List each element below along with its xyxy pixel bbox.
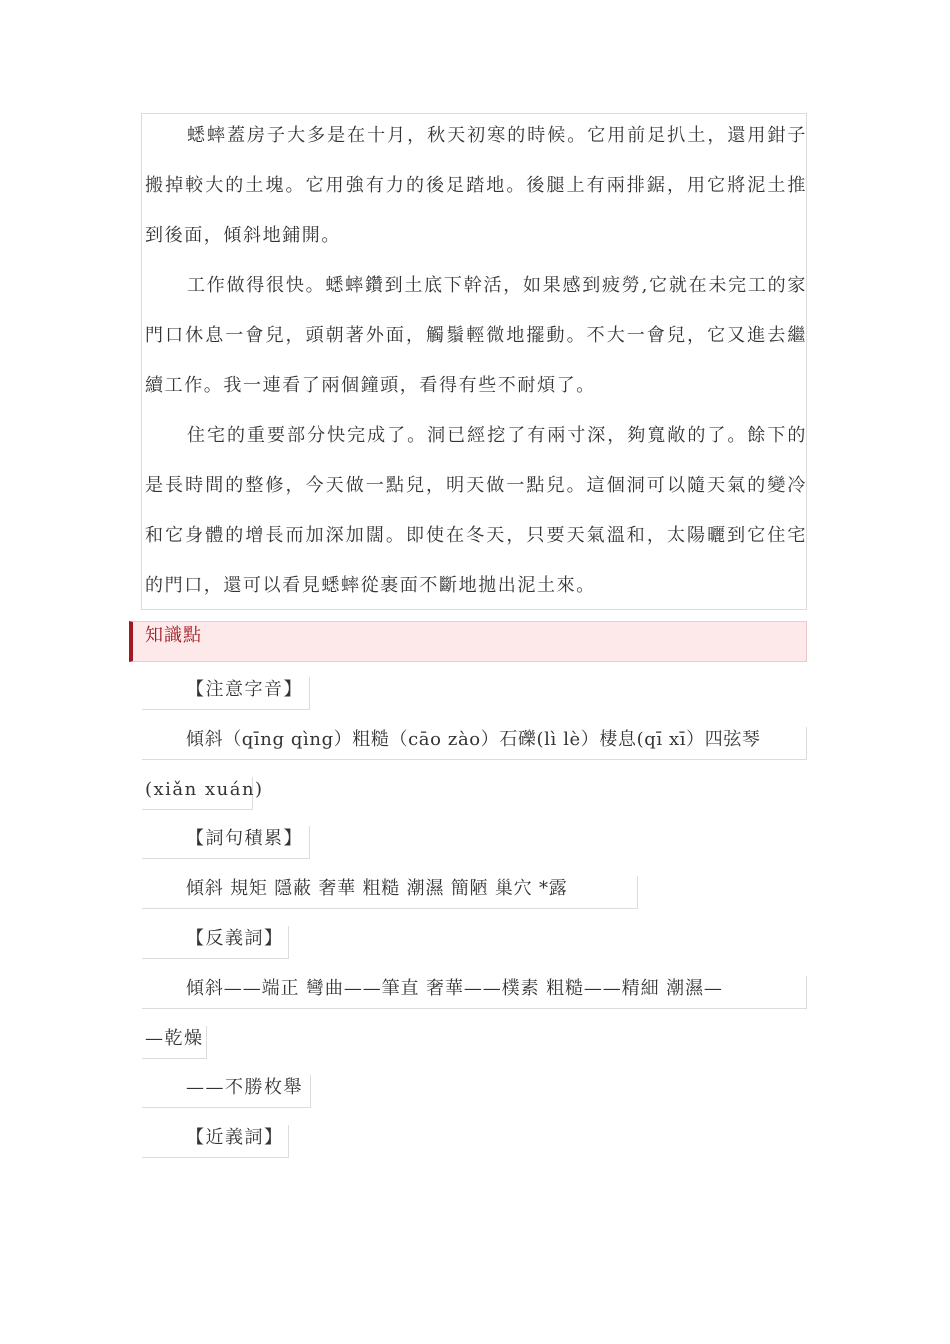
- paragraph-1: 蟋蟀蓋房子大多是在十月，秋天初寒的時候。它用前足扒土，還用鉗子搬掉較大的土塊。它用強有力的後足踏地。後腿上有兩排鋸，用它將泥土推到後面，傾斜地鋪開。: [145, 125, 807, 246]
- synonym-heading: 【近義詞】: [142, 1125, 289, 1158]
- knowledge-points-header: [129, 621, 807, 662]
- knowledge-points-title: 知識點: [145, 625, 202, 646]
- antonym-heading: 【反義詞】: [142, 926, 289, 959]
- antonym-line-1: 傾斜——端正 彎曲——筆直 奢華——樸素 粗糙——精細 潮濕—: [142, 976, 807, 1009]
- antonym-line-2: —乾燥: [142, 1026, 207, 1059]
- antonym-line-3: ——不勝枚舉: [142, 1075, 311, 1108]
- pronunciation-line-2: (xiǎn xuán): [142, 777, 253, 810]
- vocab-line: 傾斜 規矩 隱蔽 奢華 粗糙 潮濕 簡陋 巢穴 *露: [142, 876, 638, 909]
- vocab-heading: 【詞句積累】: [142, 826, 310, 859]
- paragraph-3: 住宅的重要部分快完成了。洞已經挖了有兩寸深，夠寬敞的了。餘下的是長時間的整修，今天做一點兒，明天做一點兒。這個洞可以隨天氣的變冷和它身體的增長而加深加闊。即使在冬天，只要天氣溫和，太陽曬到它住宅的門口，還可以看見蟋蟀從裹面不斷地拋出泥土來。: [145, 425, 807, 596]
- paragraph-2: 工作做得很快。蟋蟀鑽到土底下幹活，如果感到疲勞,它就在未完工的家門口休息一會兒，頭朝著外面，觸鬚輕微地擺動。不大一會兒，它又進去繼續工作。我一連看了兩個鐘頭，看得有些不耐煩了。: [145, 275, 807, 396]
- pronunciation-heading: 【注意字音】: [142, 677, 310, 710]
- article-box: [141, 113, 807, 610]
- pronunciation-line-1: 傾斜（qīng qìng）粗糙（cāo zào）石礫(lì lè）棲息(qī xī）四弦琴: [142, 727, 807, 760]
